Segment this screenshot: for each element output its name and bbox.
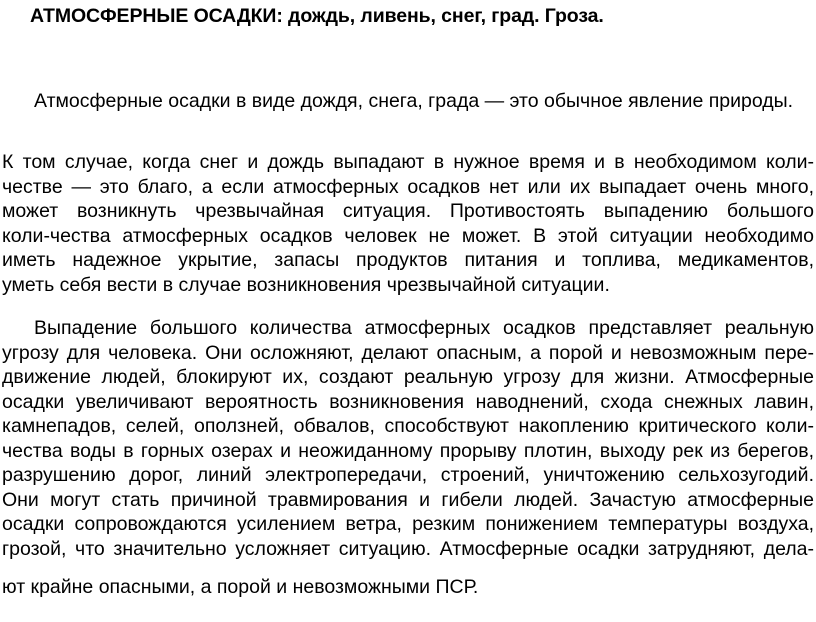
paragraph-2-line: осадки увеличивают вероятность возникновения наводнений, схода снежных лавин, [2, 390, 814, 413]
paragraph-2-tail-line: ют крайне опасными, а порой и невозможными ПСР. [2, 576, 479, 598]
paragraph-1-line: уметь себя вести в случае возникновения чрезвычайной ситуации. [2, 273, 610, 296]
paragraph-2-line: Они могут стать причиной травмирования и гибели людей. Зачастую атмосферные [2, 488, 814, 511]
intro-paragraph: Атмосферные осадки в виде дождя, снега, града — это обычное явление природы. [34, 90, 794, 112]
paragraph-2-line: чества воды в горных озерах и неожиданному прорыву плотин, выходу рек из берегов, [2, 439, 814, 462]
paragraph-2-line: угрозу для человека. Они осложняют, делают опасным, а порой и невозможным пере- [2, 341, 814, 364]
paragraph-1-line: честве — это благо, а если атмосферных осадков нет или их выпадает очень много, [2, 175, 814, 198]
paragraph-2-line: Выпадение большого количества атмосферных осадков представляет реальную [34, 317, 814, 339]
paragraph-2-line: разрушению дорог, линий электропередачи, строений, уничтожению сельхозугодий. [2, 464, 814, 486]
paragraph-1-line: коли-чества атмосферных осадков человек не может. В этой ситуации необходимо [2, 224, 814, 247]
paragraph-1-line: может возникнуть чрезвычайная ситуация. Противостоять выпадению большого [2, 200, 814, 222]
paragraph-2-line: камнепадов, селей, оползней, обвалов, способствуют накоплению критического коли- [2, 415, 814, 437]
paragraph-2-line: грозой, что значительно усложняет ситуацию. Атмосферные осадки затрудняют, дела- [2, 537, 814, 560]
page-title: АТМОСФЕРНЫЕ ОСАДКИ: дождь, ливень, снег, град. Гроза. [30, 5, 604, 27]
paragraph-1 [2, 150, 814, 297]
paragraph-2-line: осадки сопровождаются усилением ветра, резким понижением температуры воздуха, [2, 513, 814, 535]
paragraph-1-line: К том случае, когда снег и дождь выпадают в нужное время и в необходимом коли- [2, 151, 814, 173]
paragraph-2 [2, 316, 814, 561]
paragraph-2-line: движение людей, блокируют их, создают реальную угрозу для жизни. Атмосферные [2, 366, 814, 388]
paragraph-1-line: иметь надежное укрытие, запасы продуктов питания и топлива, медикаментов, [2, 249, 814, 271]
